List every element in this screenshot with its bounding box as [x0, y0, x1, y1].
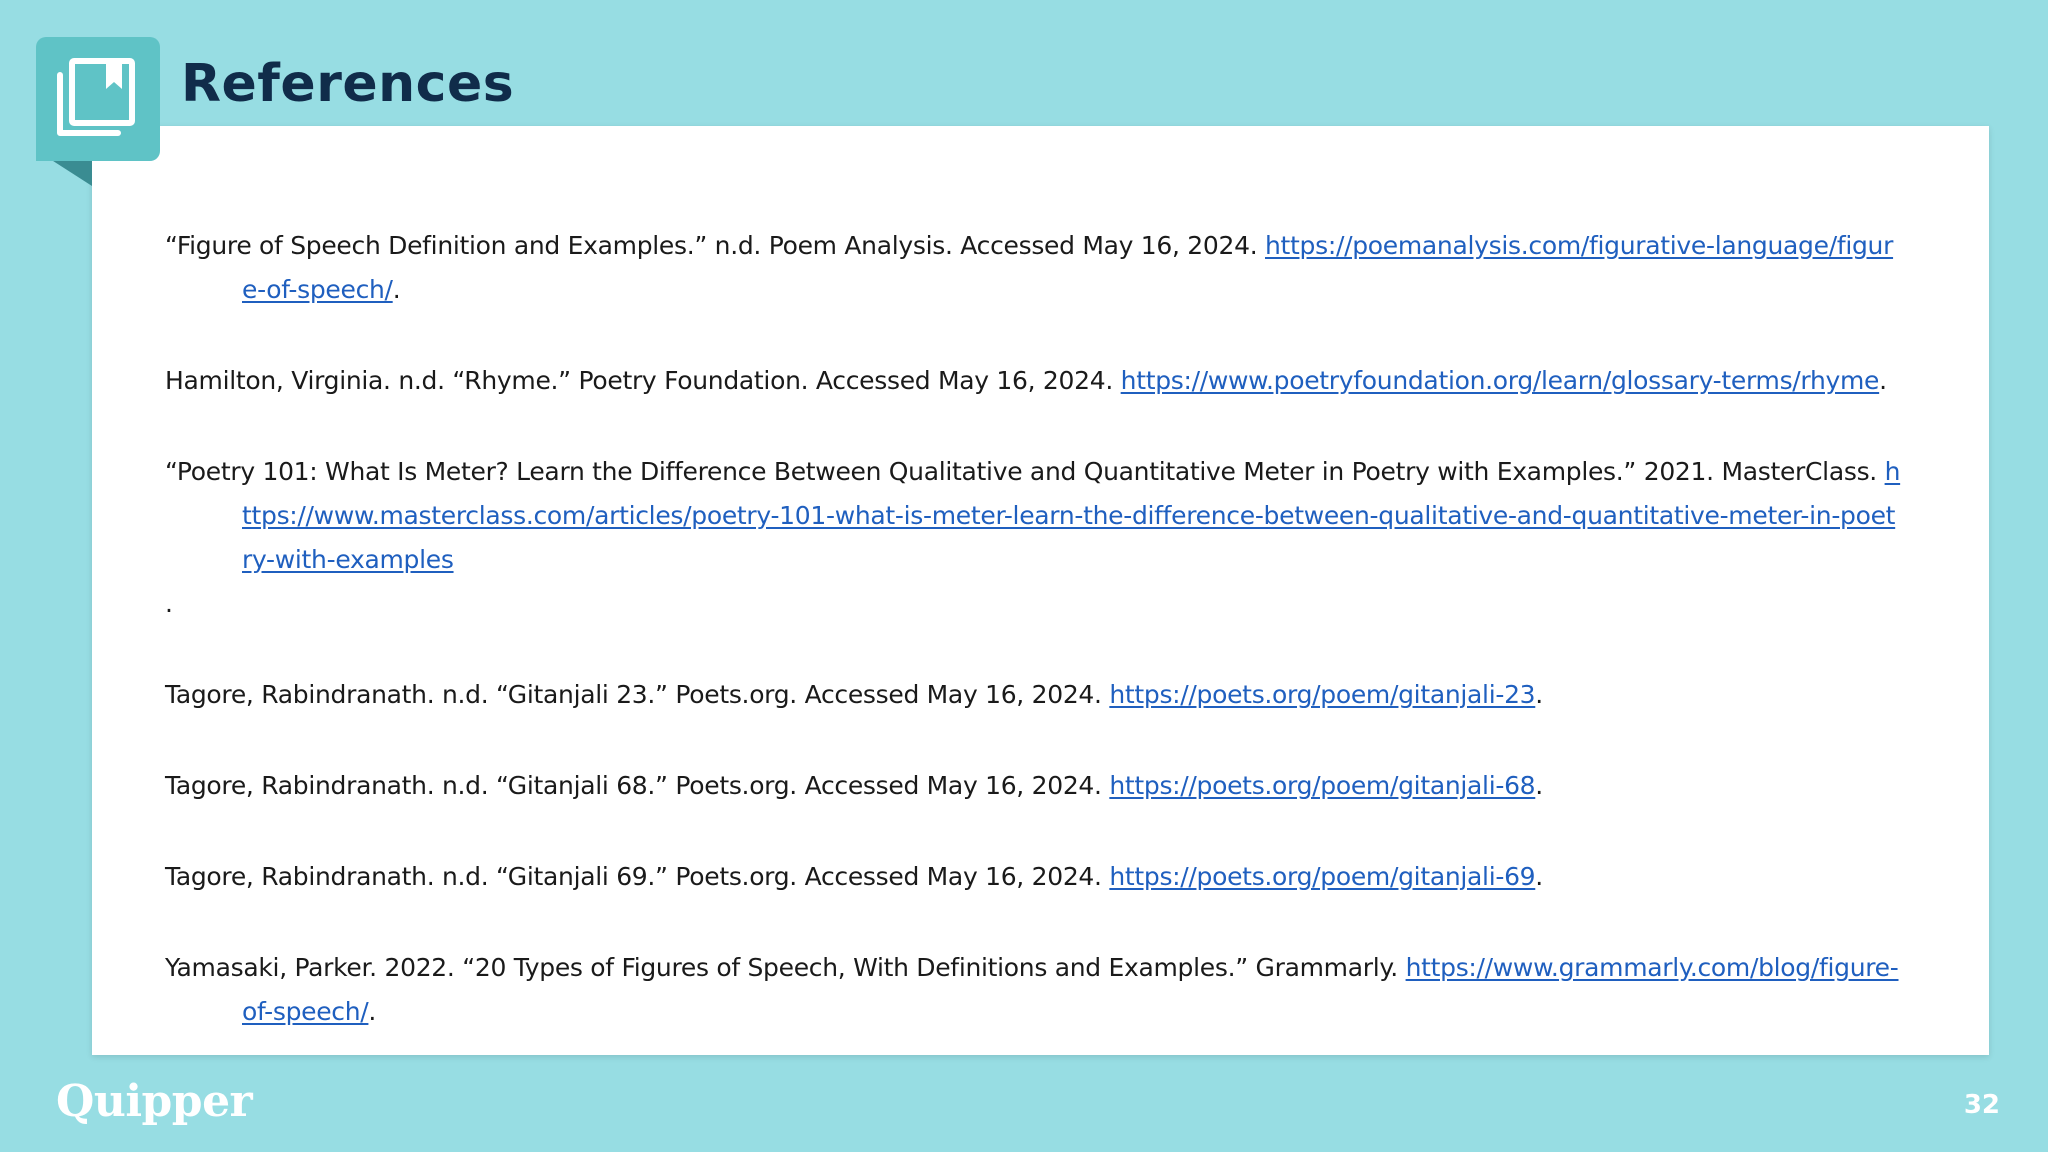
reference-text: Yamasaki, Parker. 2022. “20 Types of Figures of Speech, With Definitions and Examples.” Grammarly. [165, 953, 1406, 982]
page-number: 32 [1963, 1090, 2000, 1120]
reference-period: . [1535, 680, 1543, 709]
quipper-logo: Quipper [56, 1076, 253, 1127]
reference-link[interactable]: https://poemanalysis.com/figurative-language/figure-of-speech/ [242, 231, 1894, 304]
references-list [165, 224, 1905, 1081]
reference-period: . [392, 275, 401, 304]
reference-item [165, 855, 1905, 899]
reference-text: “Figure of Speech Definition and Examples.” n.d. Poem Analysis. Accessed May 16, 2024. [165, 231, 1265, 260]
reference-period: . [368, 997, 377, 1026]
reference-period: . [1879, 366, 1887, 395]
reference-period: . [1535, 771, 1543, 800]
reference-item [165, 359, 1905, 403]
page-title: References [181, 54, 515, 114]
reference-link[interactable]: https://www.poetryfoundation.org/learn/glossary-terms/rhyme [1120, 366, 1880, 395]
reference-item [165, 450, 1905, 626]
reference-text: Tagore, Rabindranath. n.d. “Gitanjali 68.” Poets.org. Accessed May 16, 2024. [165, 771, 1110, 800]
reference-link[interactable]: https://www.masterclass.com/articles/poetry-101-what-is-meter-learn-the-difference-between-qualitative-and-quantitative-meter-in-poetry-with-examples [242, 457, 1901, 574]
reference-period: . [165, 589, 173, 618]
reference-text: Tagore, Rabindranath. n.d. “Gitanjali 23.” Poets.org. Accessed May 16, 2024. [165, 680, 1110, 709]
reference-link[interactable]: https://poets.org/poem/gitanjali-69 [1109, 862, 1536, 891]
reference-item [165, 764, 1905, 808]
reference-item [165, 224, 1905, 312]
reference-link[interactable]: https://www.grammarly.com/blog/figure-of-speech/ [242, 953, 1899, 1026]
reference-period: . [1535, 862, 1543, 891]
reference-link[interactable]: https://poets.org/poem/gitanjali-23 [1109, 680, 1536, 709]
reference-text: Tagore, Rabindranath. n.d. “Gitanjali 69.” Poets.org. Accessed May 16, 2024. [165, 862, 1110, 891]
reference-link[interactable]: https://poets.org/poem/gitanjali-68 [1109, 771, 1536, 800]
book-bookmark-icon-svg [56, 55, 140, 139]
reference-text: “Poetry 101: What Is Meter? Learn the Difference Between Qualitative and Quantitative Meter in Poetry with Examples.” 2021. MasterClass. [165, 457, 1885, 486]
reference-text: Hamilton, Virginia. n.d. “Rhyme.” Poetry Foundation. Accessed May 16, 2024. [165, 366, 1121, 395]
reference-item [165, 946, 1905, 1034]
reference-item [165, 673, 1905, 717]
book-bookmark-icon [36, 37, 160, 161]
